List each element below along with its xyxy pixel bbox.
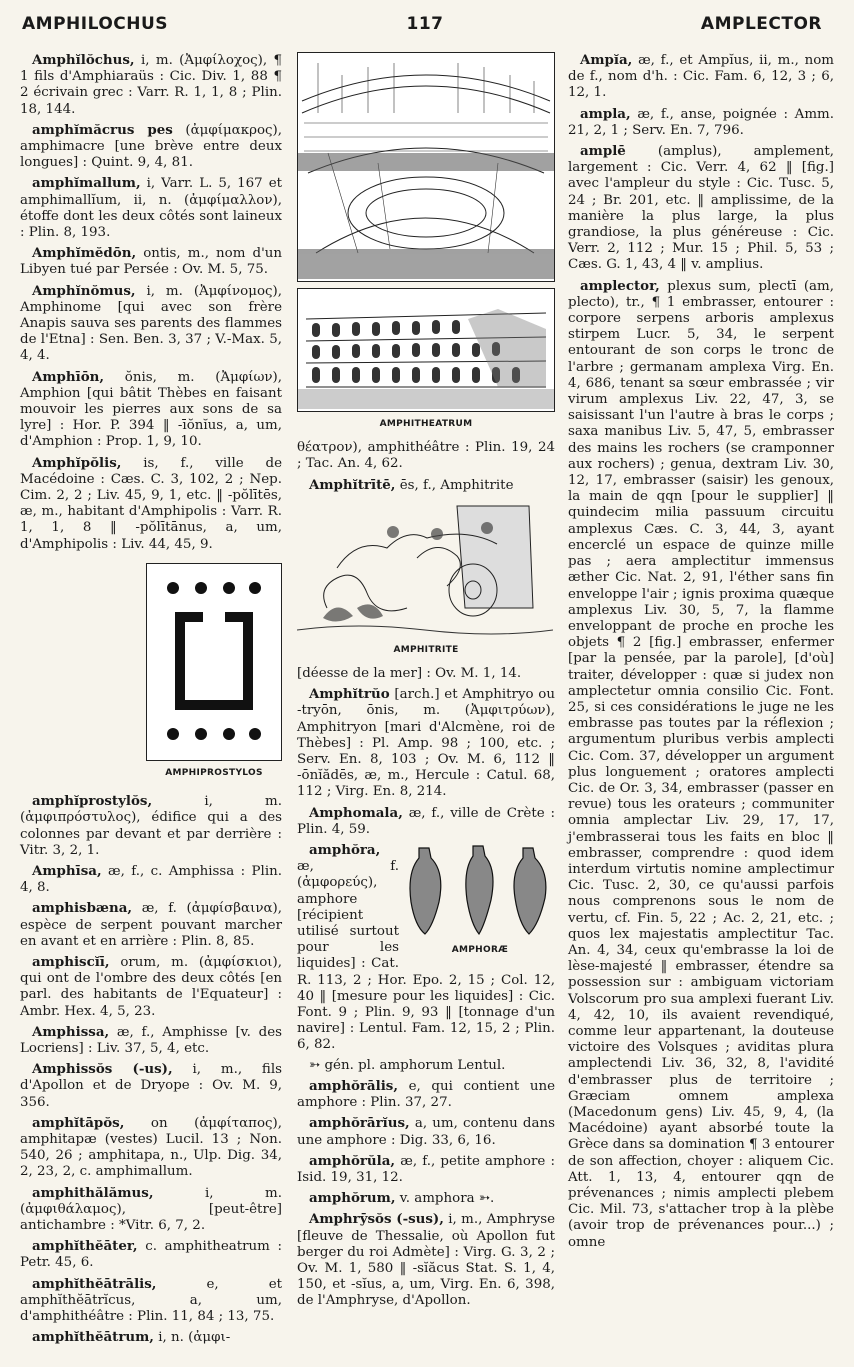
dictionary-entry (20, 863, 282, 896)
headword: Amphīōn, (32, 368, 105, 385)
dictionary-entry (20, 954, 282, 1020)
headword: Amphĭpŏlis, (32, 454, 122, 471)
dictionary-entry (20, 1276, 282, 1326)
headword: Amphissa, (32, 1023, 110, 1040)
headword: amphĭthĕātrum, (32, 1329, 154, 1346)
dictionary-entry (20, 283, 282, 365)
headword: amphŏrum, (309, 1190, 396, 1207)
definition: æ, f., Amphisse [v. des Locriens] : Liv. 37, 5, 4, etc. (20, 1024, 282, 1056)
dictionary-entry (20, 369, 282, 451)
definition: (ἀμφίμακρος), amphimacre [une brève entre deux longues] : Quint. 9, 4, 81. (20, 122, 282, 171)
headword: amphĭthĕātrālis, (32, 1275, 157, 1292)
dictionary-entry (297, 1211, 555, 1309)
amphorae-caption: AMPHORÆ (451, 945, 509, 956)
dictionary-entry (20, 1061, 282, 1111)
dictionary-entry (297, 1078, 555, 1111)
headword: amphĭtāpŏs, (32, 1114, 125, 1131)
headword: amphithălămus, (32, 1184, 154, 1201)
definition: plexus sum, plectī (am, plecto), tr., ¶ 1 embrasser, entourer : corpore serpens arboris amplexus stirpem Lucr. 5, 34, le serpent entourant de son corps le tronc de l'arbre ; germanam amplexa Virg. En. 4, 686, tenant sa sœur embrassée ; vir virum amplexus Liv. 22, 47, 3, se saisissant l'un l'autre à bras le corps ; saxa manibus Liv. 5, 47, 5, embrasser des mains les rochers (se cramponner aux rochers) ; genua, dextram Liv. 30, 12, 17, embrasser (saisir) les genoux, la main de qqn [pour le supplier] ‖ quindecim milia passuum circuitu amplexus Cæs. C. 3, 44, 3, ayant encerclé un espace de quinze mille pas ; aera amplectitur immensus æther Cic. Nat. 2, 91, l'éther sans fin enveloppe l'air ; ignis proxima quæque amplexus Liv. 30, 5, 7, la flamme enveloppant de proche en proche les objets ¶ 2 [fig.] embrasser, enfermer [par la pensée, par la parole], [d'où] traiter, développer : quæ si judex non amplectetur omnia consilio Cic. Font. 25, si ces considérations le juge ne les embrasse pas toutes par la réflexion ; argumentum pluribus verbis amplecti Cic. Com. 37, développer un argument plus longuement ; oratores amplecti Cic. de Or. 3, 34, embrasser (passer en revue) tous les orateurs ; communiter omnia amplectar Liv. 29, 17, 17, j'embrasserai tous les faits en bloc ‖ embrasser, comprendre : quod idem interdum virtutis nomine amplectimur Cic. Tusc. 2, 30, ce qu'aussi parfois nous comprenons sous le nom de vertu, cf. Fin. 5, 22 ; Ac. 2, 21, etc. ; quos lex majestatis amplectitur Tac. An. 4, 34, ceux qu'embrasse la loi de lèse-majesté ‖ embrasser, étendre sa possession sur : ambiguam victoriam Volscorum pro sua amplexi fuerant Liv. 4, 42, 10, ils avaient revendiqué, comme leur appartenant, la douteuse victoire des Volsques ; aviditas plura amplectendi Liv. 36, 32, 8, l'avidité d'embrasser plus de territoire ; Græciam omnem amplexa (Macedonum gens) Liv. 45, 9, 4, (la Macédoine) ayant absorbé toute la Grèce dans sa domination ¶ 3 entourer de son affection, choyer : aliquem Cic. Att. 1, 13, 4, entourer qqn de prévenances ; nimis amplecti plebem Cic. Mil. 73, s'attacher trop à la plèbe (avoir trop de prévenances pour...) ; omne (568, 278, 834, 1250)
dictionary-entry (568, 106, 834, 139)
definition: i, m. (Ἀμφίλοχος), ¶ 1 fils d'Amphiaraüs : Cic. Div. 1, 88 ¶ 2 écrivain grec : Varr. R. 1, 1, 8 ; Plin. 18, 144. (20, 53, 282, 117)
dictionary-entry (297, 1190, 555, 1207)
headword: Amphissŏs (-us), (32, 1061, 173, 1078)
definition: i, m. (ἀμφιθάλαμος), [peut-être] antichambre : *Vitr. 6, 7, 2. (20, 1185, 282, 1233)
amphiprostylos-caption: AMPHIPROSTYLOS (165, 767, 263, 778)
dictionary-entry (20, 1115, 282, 1181)
dictionary-entry (297, 805, 555, 838)
amphiprostylos-plan-image (146, 563, 282, 761)
definition: æ, f., et Ampĭus, ii, m., nom de f., nom d'h. : Cic. Fam. 6, 12, 3 ; 6, 12, 1. (568, 53, 834, 101)
headword: amphĭmăcrus pes (32, 121, 173, 138)
definition: v. amphora ➳. (399, 1191, 495, 1207)
definition: is, f., ville de Macédoine : Cæs. C. 3, 102, 2 ; Nep. Cim. 2, 2 ; Liv. 45, 9, 1, etc. ‖ -pŏlītēs, æ, m., habitant d'Amphipolis : Varr. R. 1, 1, 8 ‖ -pŏlītānus, a, um, d'Amphipolis : Liv. 44, 45, 9. (20, 455, 282, 552)
amphora-entry: amphŏra, æ, f. (ἀμφορεύς), amphore [récipient utilisé surtout pour les liquides] : Cat. R. 113, 2 ; Hor. Epo. 2, 15 ; Col. 12, 40 ‖ [mesure pour les liquides] : Cic. Font. 9 ; Plin. 9, 93 ‖ [tonnage d'un navire] : Lentul. Fam. 12, 15, 2 ; Plin. 6, 82. (297, 842, 555, 1053)
dictionary-entry (297, 1153, 555, 1186)
definition: ŏnis, m. (Ἀμφίων), Amphion [qui bâtit Thèbes en faisant mouvoir les pierres aux sons de sa lyre] : Hor. P. 394 ‖ -īŏnĭus, a, um, d'Amphion : Prop. 1, 9, 10. (20, 369, 282, 450)
page-header (0, 14, 854, 44)
dictionary-entry (20, 1329, 282, 1346)
definition: orum, m. (ἀμφίσκιοι), qui ont de l'ombre des deux côtés [en parl. des habitants de l'Equateur] : Ambr. Hex. 4, 5, 23. (20, 954, 282, 1019)
headword: amplē (580, 143, 626, 160)
headword: amphisbæna, (32, 900, 133, 917)
dictionary-entry (20, 175, 282, 241)
dictionary-entry (20, 900, 282, 950)
dictionary-entry (568, 52, 834, 102)
column-1-more-entries (20, 954, 282, 1346)
definition: i, n. (ἀμφι- (158, 1330, 231, 1346)
column-2-entries (297, 666, 555, 838)
page-number: 117 (406, 14, 444, 34)
definition: [déesse de la mer] : Ov. M. 1, 14. (297, 666, 522, 682)
dictionary-entry (20, 245, 282, 278)
running-head-left: AMPHILOCHUS (22, 14, 169, 34)
definition: i, m. (Ἀμφίνομος), Amphinome [qui avec son frère Anapis sauva ses parents des flammes de l'Etna] : Sen. Ben. 3, 37 ; V.-Max. 5, 4, 4. (20, 283, 282, 364)
dictionary-entry (20, 455, 282, 553)
column-2-more-entries (297, 1078, 555, 1310)
headword: amphĭprostylŏs, (32, 793, 153, 810)
definition: æ, f., c. Amphissa : Plin. 4, 8. (20, 863, 282, 896)
headword: amphiscĭī, (32, 953, 110, 970)
definition: æ, f., anse, poignée : Amm. 21, 2, 1 ; Serv. En. 7, 796. (568, 106, 834, 138)
definition: c. amphitheatrum : Petr. 45, 6. (20, 1239, 282, 1271)
headword: Amphĭlŏchus, (32, 52, 135, 68)
amphiprostylos-figure (146, 557, 282, 789)
dictionary-entry (20, 1185, 282, 1235)
amphorum-genitive-note: ➳ gén. pl. amphorum Lentul. (309, 1057, 506, 1073)
dictionary-entry (20, 1238, 282, 1271)
definition: e, et amphĭthĕātrĭcus, a, um, d'amphithéâtre : Plin. 11, 84 ; 13, 75. (20, 1276, 282, 1324)
definition: i, m., fils d'Apollon et de Dryope : Ov. M. 9, 356. (20, 1062, 282, 1110)
headword: amphŏrārĭus, (309, 1115, 410, 1132)
dictionary-entry (568, 278, 834, 1251)
amphitheatrum-continued: θέατρον), amphithéâtre : Plin. 19, 24 ; Tac. An. 4, 62. (297, 440, 555, 472)
headword: Amphomala, (309, 804, 403, 821)
definition: ontis, m., nom d'un Libyen tué par Persée : Ov. M. 5, 75. (20, 246, 282, 278)
dictionary-entry (20, 122, 282, 172)
definition: [arch.] et Amphitryo ou -tryōn, ōnis, m. (Ἀμφιτρύων), Amphitryon [mari d'Alcmène, roi de Thèbes] : Pl. Amp. 98 ; 100, etc. ; Serv. En. 8, 103 ; Ov. M. 6, 112 ‖ -ōnĭădēs, æ, m., Hercule : Catul. 68, 112 ; Virg. En. 8, 214. (297, 687, 555, 800)
amphitrite-image (297, 498, 555, 638)
dictionary-entry (20, 52, 282, 118)
dictionary-entry (297, 686, 555, 800)
dictionary-entry (297, 666, 555, 682)
headword: Amphīsa, (32, 862, 102, 879)
amphitrite-caption: AMPHITRITE (393, 644, 459, 655)
definition: æ, f., ville de Crète : Plin. 4, 59. (297, 805, 556, 837)
dictionary-entry (568, 143, 834, 274)
headword: amphŏrŭla, (309, 1152, 396, 1169)
headword: amphĭthĕāter, (32, 1238, 138, 1255)
running-head-right: AMPLECTOR (700, 14, 822, 34)
headword: Ampĭa, (580, 52, 633, 68)
headword: Amphĭtrŭo (309, 686, 390, 703)
colosseum-interior-image (297, 52, 555, 282)
amphorae-image (405, 842, 555, 938)
headword: Amphĭmĕdōn, (32, 245, 137, 262)
headword: amplector, (580, 277, 660, 294)
colosseum-exterior-image (297, 288, 555, 412)
definition: i, Varr. L. 5, 167 et amphimallĭum, ii, n. (ἀμφίμαλλον), étoffe dont les deux côtés sont laineux : Plin. 8, 193. (20, 176, 282, 241)
headword: Amphĭnŏmus, (32, 282, 136, 299)
column-1 (20, 52, 282, 1350)
definition: e, qui contient une amphore : Plin. 37, 27. (297, 1078, 555, 1111)
headword: amphĭmallum, (32, 175, 141, 192)
headword: ampla, (580, 105, 631, 122)
amphitheatrum-caption: AMPHITHEATRUM (379, 419, 473, 429)
amphorae-figure (405, 842, 555, 966)
column-1-entries (20, 52, 282, 553)
headword: amphŏrālis, (309, 1077, 398, 1094)
definition: (amplus), amplement, largement : Cic. Verr. 4, 62 ‖ [fig.] avec l'ampleur du style : Cic. Tusc. 5, 24 ; Br. 201, etc. ‖ amplissime, de la manière la plus large, la plus grandiose, la plus généreuse : Cic. Verr. 2, 112 ; Mur. 15 ; Phil. 5, 53 ; Cæs. G. 1, 43, 4 ‖ v. amplius. (568, 144, 834, 273)
definition: æ, f. (ἀμφίσβαινα), espèce de serpent pouvant marcher en avant et en arrière : Plin. 8, 85. (20, 901, 282, 949)
column-3-entries (568, 52, 834, 1251)
definition: on (ἀμφίταπος), amphitapæ (vestes) Lucil. 13 ; Non. 540, 26 ; amphitapa, n., Ulp. Dig. 34, 2, 23, 2, c. amphimallum. (20, 1115, 282, 1180)
column-2 (297, 52, 555, 1314)
definition: a, um, contenu dans une amphore : Dig. 33, 6, 16. (297, 1116, 555, 1148)
dictionary-entry (297, 1115, 555, 1148)
definition: æ, f., petite amphore : Isid. 19, 31, 12. (297, 1153, 555, 1185)
definition: i, m., Amphryse [fleuve de Thessalie, où Apollon fut berger du roi Admète] : Virg. G. 3, 2 ; Ov. M. 1, 580 ‖ -sĭăcus Stat. S. 1, 4, 150, et -sĭus, a, um, Virg. En. 6, 398, de l'Amphryse, d'Apollon. (297, 1212, 555, 1309)
column-3 (568, 52, 834, 1255)
amphitrite-entry: Amphĭtrītē, ēs, f., Amphitrite (309, 476, 514, 493)
definition: i, m. (ἀμφιπρόστυλος), édifice qui a des colonnes par devant et par derrière : Vitr. 3, 2, 1. (20, 794, 282, 858)
headword: Amphrȳsŏs (-sus), (309, 1211, 444, 1228)
dictionary-entry (20, 1024, 282, 1057)
